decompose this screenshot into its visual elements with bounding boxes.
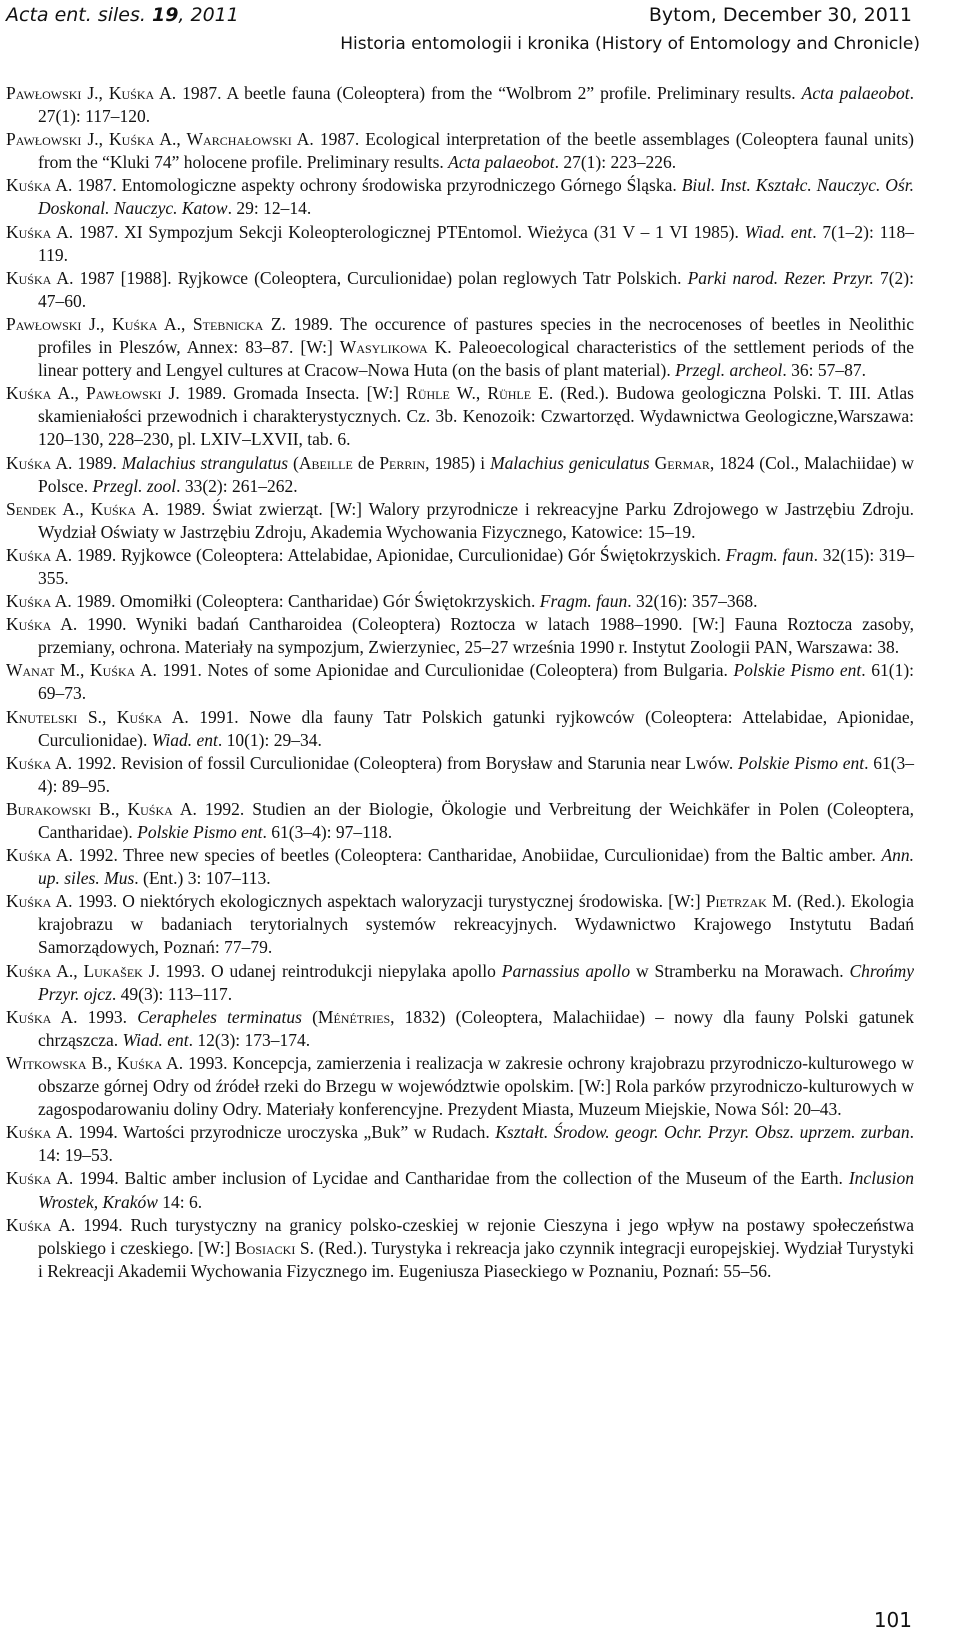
author-name: Kuśka A.	[6, 452, 73, 473]
author-name: Bosiacki S.	[235, 1237, 315, 1258]
reference-text: 1987. XI Sympozjum Sekcji Koleopterologicznej PTEntomol. Wieżyca (31 V – 1 VI 1985).	[73, 221, 745, 242]
reference-text: , 1985) i	[425, 452, 491, 473]
author-name: Kuśka A.	[6, 845, 73, 866]
reference-entry	[6, 382, 914, 451]
italic-title: Przegl. archeol	[675, 360, 783, 381]
italic-title: Wiad. ent	[122, 1029, 189, 1050]
reference-text: de	[352, 452, 380, 473]
reference-text: . 33(2): 261–262.	[176, 475, 298, 496]
reference-text: (	[301, 1006, 318, 1027]
italic-title: Chrońmy Przyr. ojcz	[38, 960, 914, 1004]
reference-text: 1994. Ruch turystyczny na granicy polsko-czeskiej w rejonie Cieszyna i jego wpływ na postawy społeczeństwa polskiego i czeskiego. [W:]	[38, 1214, 914, 1258]
running-header	[0, 0, 960, 70]
author-name: Ménétries	[317, 1006, 391, 1027]
reference-entry	[6, 221, 914, 267]
reference-text: . 32(15): 319–355.	[38, 544, 914, 588]
reference-text: . 27(1): 117–120.	[38, 83, 915, 127]
author-name: Kuśka A.	[6, 752, 73, 773]
author-name: Pawłowski J., Kuśka A., Stebnicka Z.	[6, 313, 286, 334]
author-name: Kuśka A., Lukašek J.	[6, 960, 160, 981]
italic-title: Fragm. faun	[725, 544, 814, 565]
reference-text: 1987. Entomologiczne aspekty ochrony środowiska przyrodniczego Górnego Śląska.	[72, 175, 682, 196]
reference-list	[6, 82, 914, 1283]
reference-text: (Red.). Turystyka i rekreacja jako czynnik integracji europejskiej. Wydział Turystyki i Rekreacji Akademii Wychowania Fizycznego im. Eugeniusza Piaseckiego w Poznaniu, Poznań: 55–56.	[38, 1237, 915, 1281]
reference-text: (Red.). Budowa geologiczna Polski. T. III. Atlas skamieniałości przewodnich i charakterystycznych. Cz. 3b. Kenozoik: Czwartorzęd. Wydawnictwa Geologiczne,Warszawa: 120–130, 228–230, pl. LXIV–LXVII, tab. 6.	[38, 383, 914, 450]
italic-title: Przegl. zool	[92, 475, 177, 496]
author-name: Sendek A., Kuśka A.	[6, 498, 159, 519]
author-name: Kuśka A.	[6, 591, 72, 612]
author-name: Burakowski B., Kuśka A.	[6, 798, 197, 819]
reference-text: . 49(3): 113–117.	[111, 983, 233, 1004]
reference-entry	[6, 498, 914, 544]
reference-text: 1994. Wartości przyrodnicze uroczyska „Buk” w Rudach.	[72, 1122, 496, 1143]
author-name: Kuśka A.	[6, 175, 73, 196]
italic-title: Polskie Pismo ent	[737, 752, 865, 773]
author-name: Knutelski S., Kuśka A.	[6, 706, 189, 727]
reference-entry	[6, 128, 914, 174]
reference-text: . 27(1): 223–226.	[554, 152, 677, 173]
reference-text: . 29: 12–14.	[227, 198, 312, 219]
author-name: Rühle W., Rühle E.	[406, 383, 554, 404]
author-name: Kuśka A.	[6, 221, 74, 242]
italic-title: Malachius geniculatus	[490, 452, 650, 473]
author-name: Germar	[654, 452, 710, 473]
reference-text: 14: 6.	[157, 1191, 203, 1212]
reference-text: . 12(3): 173–174.	[188, 1029, 311, 1050]
reference-text: 1989. Gromada Insecta. [W:]	[179, 383, 407, 404]
reference-entry	[6, 313, 914, 382]
reference-entry	[6, 960, 914, 1006]
italic-title: Polskie Pismo ent	[137, 822, 263, 842]
reference-entry	[6, 82, 914, 128]
reference-entry	[6, 798, 914, 844]
reference-text: 1989. The occurence of pastures species in the necrocenoses of beetles in Neolithic profiles in Pleszów, Annex: 83–87. [W:]	[38, 313, 914, 358]
page-number: 101	[873, 1608, 912, 1632]
reference-text: . 61(3–4): 97–118.	[262, 822, 393, 842]
reference-entry	[6, 613, 914, 659]
author-name: Pawłowski J., Kuśka A.	[6, 83, 177, 103]
author-name: Pietrzak M.	[705, 891, 792, 912]
italic-title: Kształt. Środow. geogr. Ochr. Przyr. Obsz. uprzem. zurban	[495, 1122, 910, 1143]
author-name: Kuśka A.	[6, 891, 73, 912]
author-name: Kuśka A., Pawłowski J.	[6, 383, 180, 404]
reference-entry	[6, 267, 914, 313]
reference-text: . 36: 57–87.	[782, 360, 866, 381]
italic-title: Fragm. faun	[539, 591, 628, 612]
reference-text: 1991. Nowe dla fauny Tatr Polskich gatunki ryjkowców (Coleoptera: Attelabidae, Apionidae, Curculionidae).	[38, 706, 914, 750]
reference-text: . 61(3–4): 89–95.	[38, 752, 915, 796]
reference-entry	[6, 174, 914, 220]
reference-text: . 32(16): 357–368.	[627, 591, 758, 612]
place-date: Bytom, December 30, 2011	[648, 4, 912, 26]
reference-text: . 61(1): 69–73.	[38, 660, 915, 704]
reference-text: 1990. Wyniki badań Cantharoidea (Coleoptera) Roztocza w latach 1988–1990. [W:] Fauna Roztocza zasoby, przemiany, ochrona. Materiały na sympozjum, Zwierzyniec, 25–27 września 1990 r. Instytut Zoologii PAN, Warszawa: 38.	[38, 614, 915, 658]
italic-title: Ann. up. siles. Mus	[38, 845, 915, 889]
reference-text: 1989.	[72, 452, 122, 473]
reference-text: 1989. Ryjkowce (Coleoptera: Attelabidae, Apionidae, Curculionidae) Gór Świętokrzyskich.	[72, 544, 726, 565]
reference-text: 1993. O udanej reintrodukcji niepylaka apollo	[159, 960, 502, 981]
author-name: Abeille	[298, 452, 353, 473]
reference-text: (Red.). Ekologia krajobrazu w badaniach terytorialnych systemów rekreacyjnych. Wydawnictwo Krajowego Instytutu Badań Samorządowych, Poznań: 77–79.	[38, 891, 915, 958]
italic-title: Parnassius apollo	[501, 960, 631, 981]
author-name: Kuśka A.	[6, 1168, 74, 1189]
journal-volume: 19	[151, 4, 179, 26]
reference-entry	[6, 1214, 914, 1283]
reference-text: . 14: 19–53.	[38, 1122, 915, 1166]
reference-entry	[6, 844, 914, 890]
section-title: Historia entomologii i kronika (History of Entomology and Chronicle)	[340, 34, 920, 54]
reference-entry	[6, 659, 914, 705]
reference-text: 1992. Studien an der Biologie, Ökologie und Verbreitung der Weichkäfer in Polen (Coleoptera, Cantharidae).	[38, 798, 914, 842]
author-name: Kuśka A.	[6, 1006, 78, 1027]
italic-title: Parki narod. Rezer. Przyr.	[687, 267, 874, 288]
reference-entry	[6, 590, 914, 613]
italic-title: Malachius strangulatus	[121, 452, 289, 473]
italic-title: Polskie Pismo ent	[733, 660, 862, 681]
italic-title: Acta palaeobot	[448, 152, 555, 173]
author-name: Kuśka A.	[6, 614, 78, 635]
reference-text: 1987. Ecological interpretation of the beetle assemblages (Coleoptera faunal units) from the “Kluki 74” holocene profile. Preliminary results.	[38, 129, 914, 173]
reference-text: 1992. Three new species of beetles (Coleoptera: Cantharidae, Anobiidae, Curculionidae) from the Baltic amber.	[72, 845, 882, 866]
italic-title: Inclusion Wrostek, Kraków	[38, 1168, 914, 1212]
reference-entry	[6, 890, 914, 959]
reference-entry	[6, 544, 914, 590]
reference-text: w Stramberku na Morawach.	[630, 960, 850, 981]
italic-title: Biul. Inst. Kształc. Nauczyc. Ośr. Doskonal. Nauczyc. Katow	[38, 175, 914, 219]
reference-entry	[6, 752, 914, 798]
reference-text: , 1824 (Col., Malachiidae) w Polsce.	[38, 452, 915, 496]
italic-title: Wiad. ent	[151, 729, 218, 750]
reference-text: 1993. Koncepcja, zamierzenia i realizacja w zakresie ochrony krajobrazu przyrodniczo-kulturowego w obszarze górnej Odry od źródeł rzeki do Brzegu w województwie opolskim. [W:] Rola parków przyrodniczo-kulturowych w zagospodarowaniu doliny Odry. Materiały konferencyjne. Prezydent Miasta, Muzeum Miejskie, Nowa Sól: 20–43.	[38, 1052, 914, 1120]
author-name: Witkowska B., Kuśka A.	[6, 1052, 184, 1073]
reference-text: 1992. Revision of fossil Curculionidae (Coleoptera) from Borysław and Starunia near Lwów.	[72, 752, 738, 773]
author-name: Kuśka A.	[6, 544, 73, 565]
reference-text: 1987. A beetle fauna (Coleoptera) from the “Wolbrom 2” profile. Preliminary results.	[176, 83, 802, 103]
journal-name: Acta ent. siles. 19, 2011	[6, 4, 239, 26]
reference-entry	[6, 452, 914, 498]
header-top-line	[0, 4, 960, 28]
reference-text: 7(2): 47–60.	[38, 267, 914, 311]
reference-text: , 1832) (Coleoptera, Malachiidae) – nowy dla fauny Polski gatunek chrząszcza.	[38, 1006, 915, 1050]
reference-entry	[6, 1006, 914, 1052]
author-name: Wanat M., Kuśka A.	[6, 660, 157, 681]
reference-text: . 7(1–2): 118–119.	[38, 221, 915, 265]
reference-text: 1991. Notes of some Apionidae and Curculionidae (Coleoptera) from Bulgaria.	[156, 660, 734, 681]
reference-text: . 10(1): 29–34.	[217, 729, 322, 750]
italic-title: Cerapheles terminatus	[137, 1006, 302, 1027]
author-name: Wasylikowa K.	[339, 337, 452, 358]
reference-text: 1993. O niektórych ekologicznych aspektach waloryzacji turystycznej środowiska. [W:]	[72, 891, 706, 912]
reference-entry	[6, 1052, 914, 1121]
author-name: Pawłowski J., Kuśka A., Warchałowski A.	[6, 129, 314, 150]
journal-year: , 2011	[178, 4, 239, 26]
reference-entry	[6, 1121, 914, 1167]
reference-text: 1989. Omomiłki (Coleoptera: Cantharidae) Gór Świętokrzyskich.	[71, 591, 540, 612]
author-name: Kuśka A.	[6, 267, 74, 288]
italic-title: Wiad. ent	[744, 221, 813, 242]
reference-text: 1989. Świat zwierząt. [W:] Walory przyrodnicze i rekreacyjne Parku Zdrojowego w Jastrzębiu Zdroju. Wydział Oświaty w Jastrzębiu Zdroju, Akademia Wychowania Fizycznego, Katowice: 15–19.	[38, 498, 915, 542]
author-name: Perrin	[379, 452, 426, 473]
italic-title: Acta palaeobot	[801, 83, 910, 103]
reference-text: 1993.	[77, 1006, 138, 1027]
author-name: Kuśka A.	[6, 1122, 73, 1143]
reference-text: Paleoecological characteristics of the settlement periods of the linear pottery and Lengyel cultures at Cracow–Nowa Huta (on the basis of plant material).	[38, 337, 915, 381]
reference-text: . (Ent.) 3: 107–113.	[134, 868, 271, 889]
author-name: Kuśka A.	[6, 1214, 76, 1235]
reference-entry	[6, 706, 914, 752]
reference-text: 1987 [1988]. Ryjkowce (Coleoptera, Curculionidae) polan reglowych Tatr Polskich.	[73, 267, 688, 288]
reference-entry	[6, 1167, 914, 1213]
reference-text: (	[288, 452, 299, 473]
reference-text: 1994. Baltic amber inclusion of Lycidae and Cantharidae from the collection of the Museum of the Earth.	[73, 1168, 849, 1189]
